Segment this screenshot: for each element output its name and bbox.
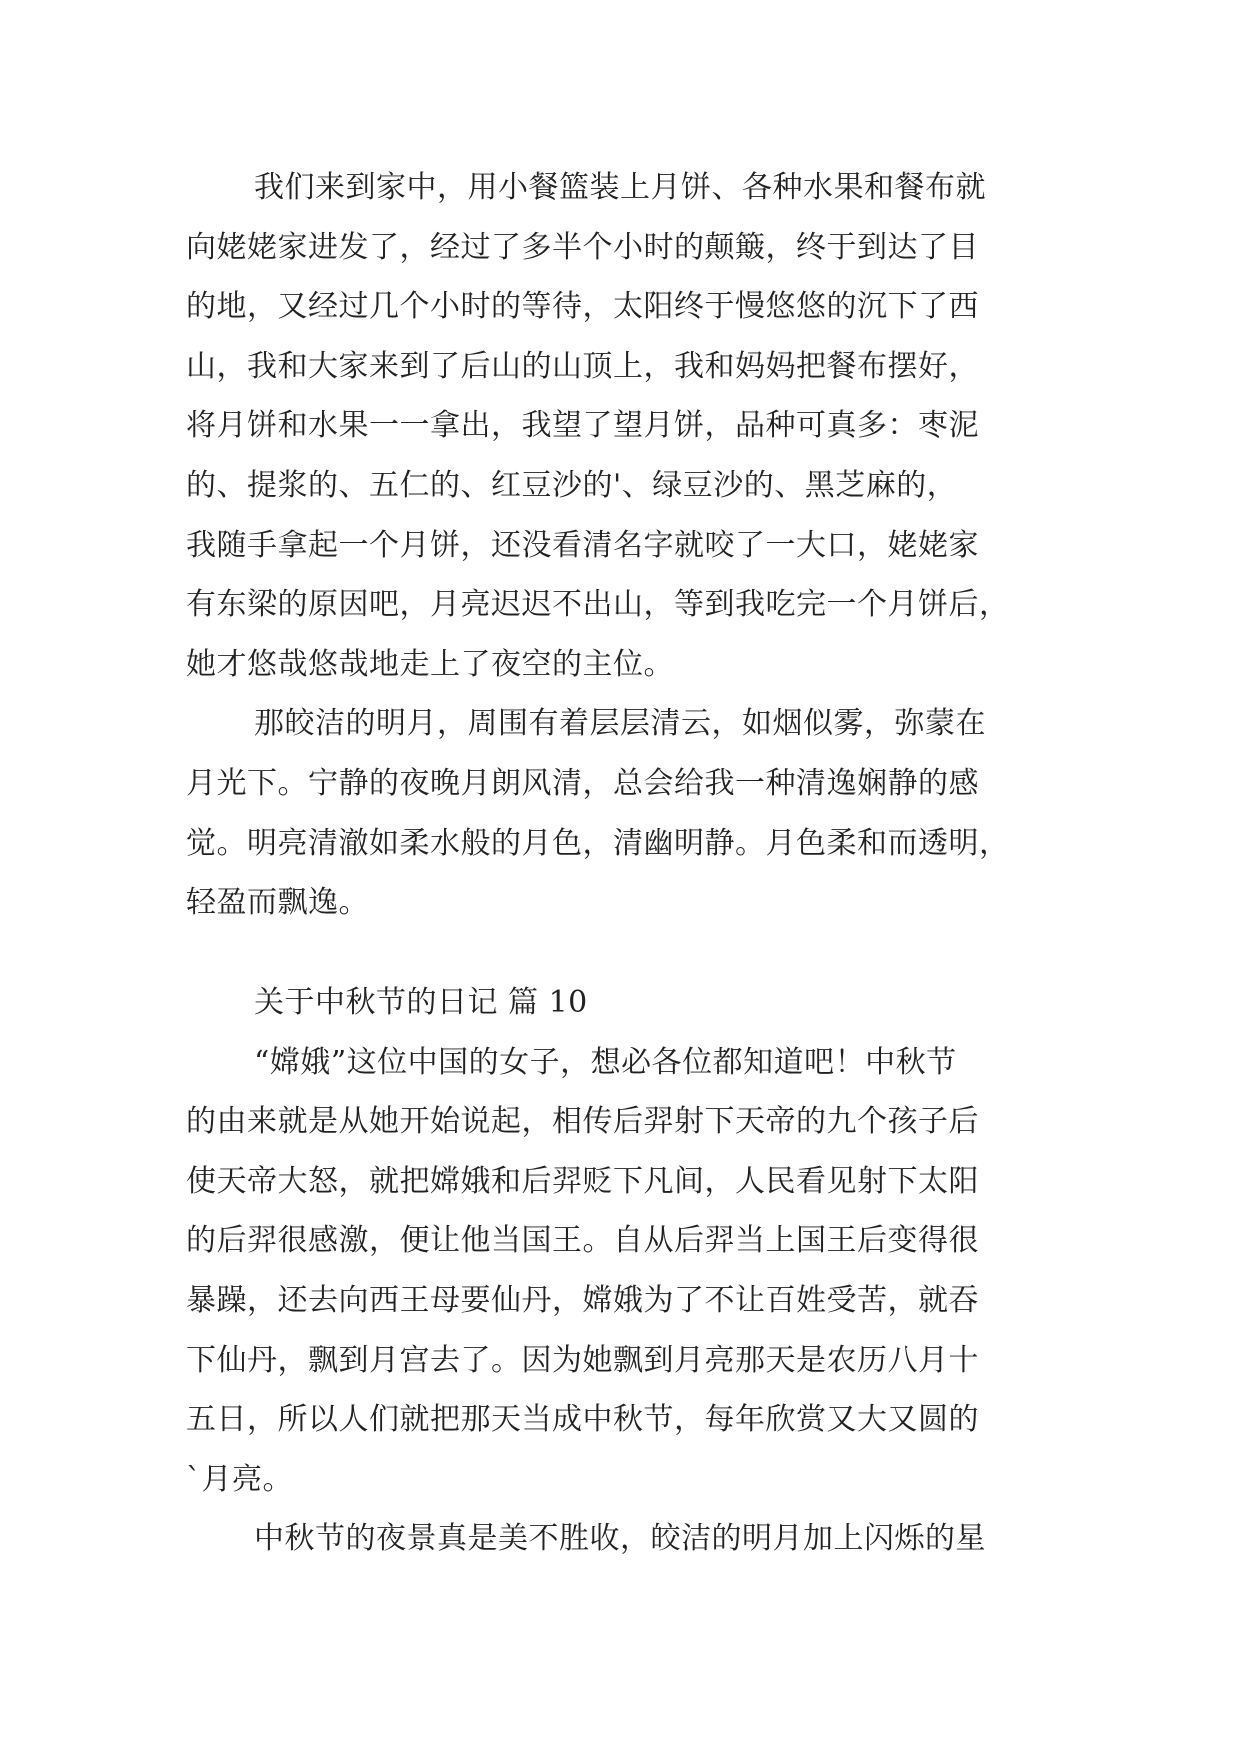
text-line: 觉。明亮清澈如柔水般的月色，清幽明静。月色柔和而透明， [186, 825, 1010, 861]
text-line: 的由来就是从她开始说起，相传后羿射下天帝的九个孩子后 [186, 1104, 979, 1140]
text-line: 暴躁，还去向西王母要仙丹，嫦娥为了不让百姓受苦，就吞 [186, 1282, 979, 1318]
text-line: 下仙丹，飘到月宫去了。因为她飘到月亮那天是农历八月十 [186, 1342, 979, 1378]
text-line: 中秋节的夜景真是美不胜收，皎洁的明月加上闪烁的星 [254, 1521, 986, 1557]
text-line: 的地，又经过几个小时的等待，太阳终于慢悠悠的沉下了西 [186, 289, 979, 325]
text-line: “嫦娥”这位中国的女子，想必各位都知道吧！中秋节 [254, 1044, 957, 1080]
text-line: 使天帝大怒，就把嫦娥和后羿贬下凡间，人民看见射下太阳 [186, 1163, 979, 1199]
text-line: 轻盈而飘逸。 [186, 885, 369, 921]
text-line: 那皎洁的明月，周围有着层层清云，如烟似雾，弥蒙在 [254, 706, 986, 742]
text-line: 我们来到家中，用小餐篮装上月饼、各种水果和餐布就 [254, 170, 986, 205]
text-line: 的后羿很感激，便让他当国王。自从后羿当上国王后变得很 [186, 1223, 979, 1259]
text-line: 月光下。宁静的夜晚月朗风清，总会给我一种清逸娴静的感 [186, 765, 979, 801]
text-line: 将月饼和水果一一拿出，我望了望月饼，品种可真多：枣泥 [186, 408, 979, 444]
text-line: 的、提浆的、五仁的、红豆沙的'、绿豆沙的、黑芝麻的， [186, 467, 958, 503]
section-diary-10 [186, 973, 1056, 1569]
text-line: 向姥姥家进发了，经过了多半个小时的颠簸，终于到达了目 [186, 229, 979, 265]
text-line: 山，我和大家来到了后山的山顶上，我和妈妈把餐布摆好， [186, 348, 979, 384]
text-line: 有东梁的原因吧，月亮迟迟不出山，等到我吃完一个月饼后， [186, 587, 1010, 623]
section-heading: 关于中秋节的日记 篇 10 [254, 985, 588, 1020]
text-line: `月亮。 [186, 1461, 293, 1497]
text-line: 五日，所以人们就把那天当成中秋节，每年欣赏又大又圆的 [186, 1402, 979, 1438]
text-line: 我随手拿起一个月饼，还没看清名字就咬了一大口，姥姥家 [186, 527, 979, 563]
text-line: 她才悠哉悠哉地走上了夜空的主位。 [186, 646, 674, 682]
paragraph-moon-picnic [186, 158, 1056, 933]
